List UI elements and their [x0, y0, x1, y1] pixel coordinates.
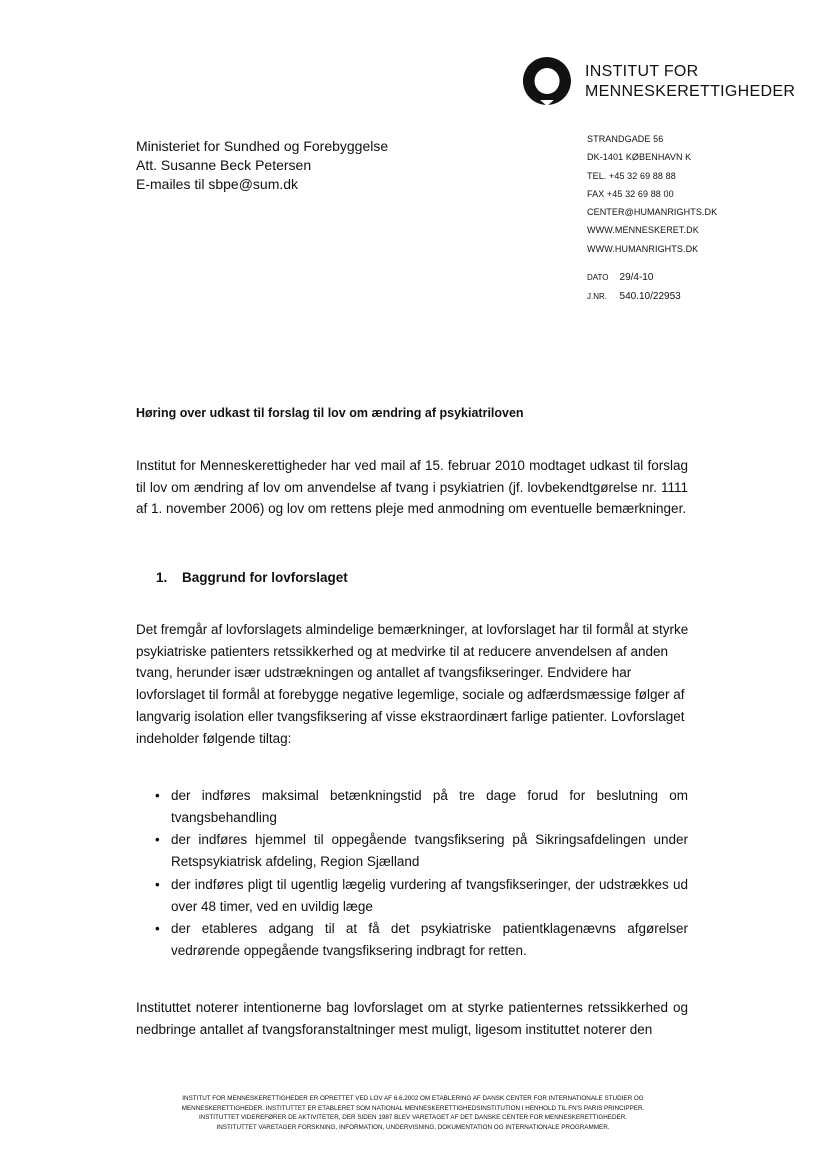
bullet-icon: • — [155, 788, 160, 803]
sender-street: STRANDGADE 56 — [587, 134, 664, 144]
bullet-icon: • — [155, 921, 160, 937]
list-item-text: der indføres pligt til ugentlig lægelig vurdering af tvangsfikseringer, der udstrækkes ud over 48 timer, ved en uvildig læge — [171, 876, 688, 914]
closing-paragraph: Instituttet noterer intentionerne bag lovforslaget om at styrke patienternes retssikkerhed og nedbringe antallet af tvangsforanstaltninger mest muligt, ligesom instituttet noterer den — [136, 1000, 688, 1037]
recipient-attention: Att. Susanne Beck Petersen — [136, 157, 312, 173]
footer-line-4: INSTITUTTET VARETAGER FORSKNING, INFORMATION, UNDERVISNING, DOKUMENTATION OG INTERNATIONALE PROGRAMMER. — [216, 1123, 610, 1131]
footer-line-2: MENNESKERETTIGHEDER. INSTITUTTET ER ETABLERET SOM NATIONAL MENNESKERETTIGHEDSINSTITUTION I HENHOLD TIL FN'S PARIS PRINCIPPER. — [181, 1104, 645, 1112]
bullet-icon: • — [155, 832, 160, 848]
jnr-row — [587, 287, 681, 306]
sender-contact-block — [587, 130, 717, 258]
institutional-footer — [130, 1094, 696, 1132]
jnr-label: J.NR. — [587, 292, 607, 302]
section-heading — [156, 570, 348, 585]
sender-web-1: WWW.MENNESKERET.DK — [587, 225, 699, 236]
sender-tel: TEL. +45 32 69 88 88 — [587, 170, 676, 181]
sender-email: CENTER@HUMANRIGHTS.DK — [587, 207, 718, 218]
list-item — [136, 829, 688, 872]
ring-logo-icon — [521, 55, 573, 107]
list-item — [136, 874, 688, 917]
logo-wordmark — [585, 62, 795, 102]
date-row — [587, 268, 681, 287]
recipient-address — [136, 137, 388, 194]
intro-paragraph: Institut for Menneskerettigheder har ved mail af 15. februar 2010 modtaget udkast til forslag til lov om ændring af lov om anvendelse af tvang i psykiatrien (jf. lovbekendtgørelse nr. 1111 af 1. november 2006) og lov om rettens pleje med anmodning om eventuelle bemærkninger. — [136, 458, 688, 517]
date-label: DATO — [587, 273, 609, 282]
list-item-text: der etableres adgang til at få det psykiatriske patientklagenævns afgørelser vedrørende oppegående tvangsfiksering indbragt for retten. — [171, 921, 688, 958]
list-item — [136, 918, 688, 961]
list-item-text: der indføres maksimal betænkningstid på tre dage forud for beslutning om tvangsbehandling — [171, 788, 688, 825]
logo-line-1: INSTITUT FOR — [585, 63, 699, 80]
sender-fax: FAX +45 32 69 88 00 — [587, 188, 674, 199]
footer-line-1: INSTITUT FOR MENNESKERETTIGHEDER ER OPRETTET VED LOV AF 6.6.2002 OM ETABLERING AF DANSK CENTER FOR INTERNATIONALE STUDIER OG — [182, 1095, 644, 1102]
list-item-text: der indføres hjemmel til oppegående tvangsfiksering på Sikringsafdelingen under Retspsykiatrisk afdeling, Region Sjælland — [171, 832, 688, 870]
letter-meta — [587, 268, 681, 307]
date-value: 29/4-10 — [619, 272, 654, 283]
logo-line-2: MENNESKERETTIGHEDER — [585, 83, 796, 100]
section-number: 1. — [156, 570, 168, 585]
section-title: Baggrund for lovforslaget — [182, 570, 348, 585]
background-paragraph: Det fremgår af lovforslagets almindelige bemærkninger, at lovforslaget har til formål at styrke psykiatriske patienters retssikkerhed og at medvirke til at reducere anvendelsen af anden tvang, herunder især udstrækningen og antallet af tvangsfikseringer. Endvidere har lovforslaget til formål at forebygge negative legemlige, sociale og adfærdsmæssige følger af langvarig isolation eller tvangsfiksering af visse ekstraordinært farlige patienter. Lovforslaget indeholder følgende tiltag: — [136, 622, 689, 746]
footer-line-3: INSTITUTTET VIDEREFØRER DE AKTIVITETER, DER SIDEN 1987 BLEV VARETAGET AF DET DANSKE CENTER FOR MENNESKERETTIGHEDER. — [198, 1114, 628, 1122]
sender-city: DK-1401 KØBENHAVN K — [587, 152, 692, 163]
recipient-ministry: Ministeriet for Sundhed og Forebyggelse — [136, 138, 389, 154]
list-item — [136, 785, 688, 828]
jnr-value: 540.10/22953 — [619, 291, 681, 303]
sender-web-2: WWW.HUMANRIGHTS.DK — [587, 243, 699, 254]
recipient-email: E-mailes til sbpe@sum.dk — [136, 176, 299, 192]
measures-list — [136, 785, 688, 963]
letter-subject: Høring over udkast til forslag til lov om ændring af psykiatriloven — [136, 406, 524, 420]
bullet-icon: • — [155, 876, 160, 892]
